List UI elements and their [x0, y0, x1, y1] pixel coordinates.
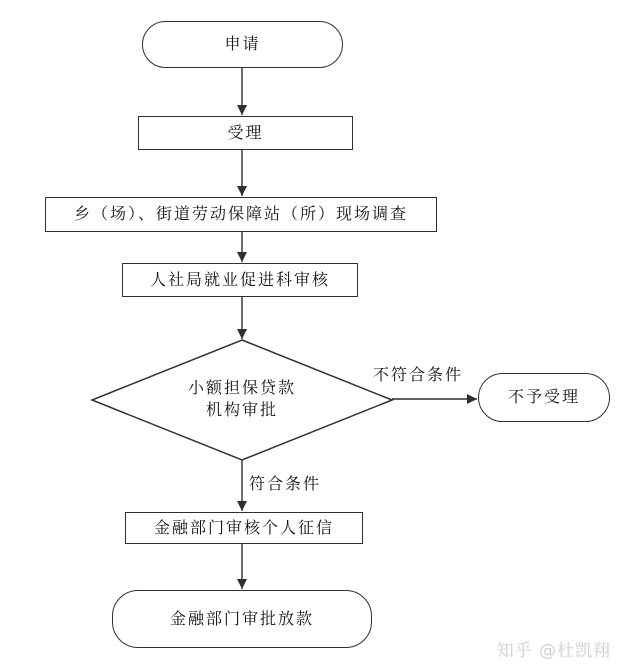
node-grant-label: 金融部门审批放款 — [169, 608, 314, 628]
node-review — [122, 263, 358, 297]
node-grant — [112, 590, 372, 648]
node-review-label: 人社局就业促进科审核 — [149, 269, 330, 289]
node-start-label: 申请 — [224, 34, 261, 54]
edge-label-not-qualified: 不符合条件 — [373, 365, 464, 384]
node-decision-label-line2: 机构审批 — [205, 400, 278, 419]
node-decision-label — [117, 377, 367, 421]
node-credit-label: 金融部门审核个人征信 — [153, 517, 334, 537]
node-decision-label-line1: 小额担保贷款 — [187, 378, 296, 397]
node-survey — [45, 197, 437, 232]
node-survey-label: 乡（场）、街道劳动保障站（所）现场调查 — [73, 204, 408, 224]
node-accept — [138, 116, 353, 150]
edge-label-qualified: 符合条件 — [249, 474, 322, 493]
node-reject — [478, 373, 610, 422]
node-start — [142, 21, 343, 68]
watermark-text: 知乎 @杜凯翔 — [496, 641, 611, 661]
node-credit — [125, 512, 363, 544]
node-accept-label: 受理 — [227, 122, 264, 142]
node-reject-label: 不予受理 — [507, 387, 580, 407]
